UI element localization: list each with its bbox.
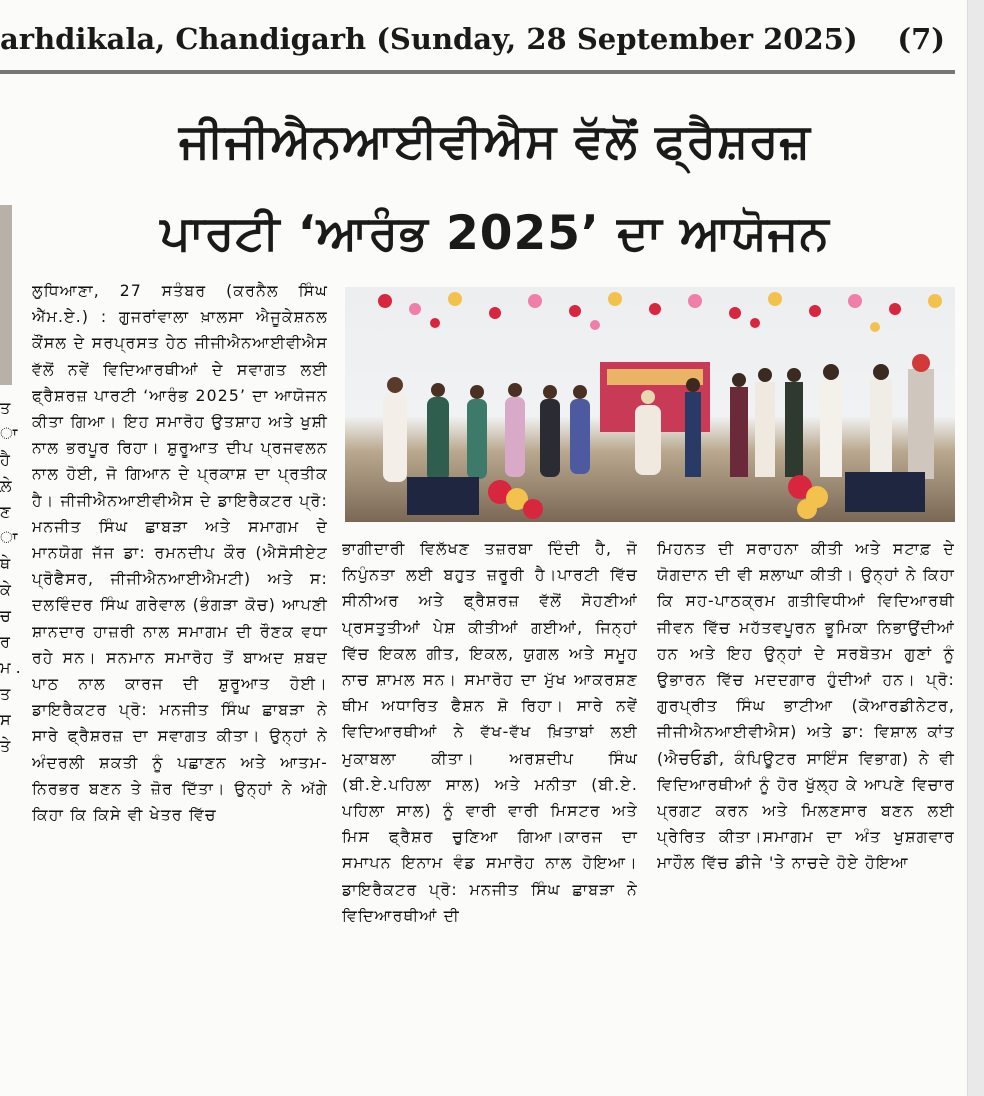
speaker-left xyxy=(407,477,479,515)
headline-line-1: ਜੀਜੀਐਨਆਈਵੀਐਸ ਵੱਲੋਂ ਫ੍ਰੈਸ਼ਰਜ਼ xyxy=(178,114,812,169)
event-photo-illustration xyxy=(345,287,955,522)
article-column-1: ਲੁਧਿਆਣਾ, 27 ਸਤੰਬਰ (ਕਰਨੈਲ ਸਿੰਘ ਐੱਮ.ਏ.) : ਗੁਜਰਾਂਵਾਲਾ ਖ਼ਾਲਸਾ ਐਜੂਕੇਸ਼ਨਲ ਕੌਂਸਲ ਦੇ ਸਰਪ੍ਰਸਤ ਹੇਠ ਜੀਜੀਐਨਆਈਵੀਐਸ ਵੱਲੋਂ ਨਵੇਂ ਵਿਦਿਆਰਥੀਆਂ ਦੇ ਸਵਾਗਤ ਲਈ ਫ੍ਰੈਸ਼ਰਜ਼ ਪਾਰਟੀ ‘ਆਰੰਭ 2025’ ਦਾ ਆਯੋਜਨ ਕੀਤਾ ਗਿਆ। ਇਹ ਸਮਾਰੋਹ ਉਤਸ਼ਾਹ ਅਤੇ ਖੁਸ਼ੀ ਨਾਲ ਭਰਪੂਰ ਰਿਹਾ। ਸ਼ੁਰੂਆਤ ਦੀਪ ਪ੍ਰਜਵਲਨ ਨਾਲ ਹੋਈ, ਜੋ ਗਿਆਨ ਦੇ ਪ੍ਰਕਾਸ਼ ਦਾ ਪ੍ਰਤੀਕ ਹੈ। ਜੀਜੀਐਨਆਈਵੀਐਸ ਦੇ ਡਾਇਰੈਕਟਰ ਪ੍ਰੋ: ਮਨਜੀਤ ਸਿੰਘ ਛਾਬੜਾ ਅਤੇ ਸਮਾਗਮ ਦੇ ਮਾਨਯੋਗ ਜੱਜ ਡਾ: ਰਮਨਦੀਪ ਕੌਰ (ਐਸੋਸੀਏਟ ਪ੍ਰੋਫੈਸਰ, ਜੀਜੀਐਨਆਈਐਮਟੀ) ਅਤੇ ਸ: ਦਲਵਿੰਦਰ ਸਿੰਘ ਗਰੇਵਾਲ (ਭੰਗੜਾ ਕੋਚ) ਆਪਣੀ ਸ਼ਾਨਦਾਰ ਹਾਜ਼ਰੀ ਨਾਲ ਸਮਾਗਮ ਦੀ ਰੌਣਕ ਵਧਾ ਰਹੇ ਸਨ। ਸਨਮਾਨ ਸਮਾਰੋਹ ਤੋਂ ਬਾਅਦ ਸ਼ਬਦ ਪਾਠ ਨਾਲ ਕਾਰਜ ਦੀ ਸ਼ੁਰੂਆਤ ਹੋਈ। ਡਾਇਰੈਕਟਰ ਪ੍ਰੋ: ਮਨਜੀਤ ਸਿੰਘ ਛਾਬੜਾ ਨੇ ਸਾਰੇ ਫ੍ਰੈਸ਼ਰਜ਼ ਦਾ ਸਵਾਗਤ ਕੀਤਾ। ਉਨ੍ਹਾਂ ਨੇ ਅੰਦਰਲੀ ਸ਼ਕਤੀ ਨੂੰ ਪਛਾਣਨ ਅਤੇ ਆਤਮ-ਨਿਰਭਰ ਬਣਨ ਤੇ ਜ਼ੋਰ ਦਿੱਤਾ। ਉਨ੍ਹਾਂ ਨੇ ਅੱਗੇ ਕਿਹਾ ਕਿ ਕਿਸੇ ਵੀ ਖੇਤਰ ਵਿੱਚ xyxy=(32,282,328,825)
header-rule xyxy=(0,70,955,74)
speaker-right xyxy=(845,472,925,512)
headline-line-2: ਪਾਰਟੀ ‘ਆਰੰਭ 2025’ ਦਾ ਆਯੋਜਨ xyxy=(160,206,830,261)
event-stage-photo xyxy=(345,287,955,522)
page-edge xyxy=(967,0,984,1096)
article-headline xyxy=(30,96,960,280)
previous-column-text-edge: ਤ ਾ ਹੈ ਲ਼ੇ ਣ ਾ ਥੇ ਕੇ ਚ ਰ ਮ . ਤ ਸ ਤੇ xyxy=(0,398,21,755)
article-column-3: ਮਿਹਨਤ ਦੀ ਸਰਾਹਨਾ ਕੀਤੀ ਅਤੇ ਸਟਾਫ਼ ਦੇ ਯੋਗਦਾਨ ਦੀ ਵੀ ਸ਼ਲਾਘਾ ਕੀਤੀ। ਉਨ੍ਹਾਂ ਨੇ ਕਿਹਾ ਕਿ ਸਹ-ਪਾਠਕ੍ਰਮ ਗਤੀਵਿਧੀਆਂ ਵਿਦਿਆਰਥੀ ਜੀਵਨ ਵਿੱਚ ਮਹੱਤਵਪੂਰਨ ਭੂਮਿਕਾ ਨਿਭਾਉਂਦੀਆਂ ਹਨ ਅਤੇ ਇਹ ਉਨ੍ਹਾਂ ਦੇ ਸਰਬੋਤਮ ਗੁਣਾਂ ਨੂੰ ਉਭਾਰਨ ਵਿੱਚ ਮਦਦਗਾਰ ਹੁੰਦੀਆਂ ਹਨ। ਪ੍ਰੋ: ਗੁਰਪ੍ਰੀਤ ਸਿੰਘ ਭਾਟੀਆ (ਕੋਆਰਡੀਨੇਟਰ, ਜੀਜੀਐਨਆਈਵੀਐਸ) ਅਤੇ ਡਾ: ਵਿਸ਼ਾਲ ਕਾਂਤ (ਐਚਓਡੀ, ਕੰਪਿਊਟਰ ਸਾਇੰਸ ਵਿਭਾਗ) ਨੇ ਵੀ ਵਿਦਿਆਰਥੀਆਂ ਨੂੰ ਹੋਰ ਖੁੱਲ੍ਹ ਕੇ ਆਪਣੇ ਵਿਚਾਰ ਪ੍ਰਗਟ ਕਰਨ ਅਤੇ ਮਿਲਣਸਾਰ ਬਣਨ ਲਈ ਪ੍ਰੇਰਿਤ ਕੀਤਾ।ਸਮਾਗਮ ਦਾ ਅੰਤ ਖੁਸ਼ਗਵਾਰ ਮਾਹੌਲ ਵਿੱਚ ਡੀਜੇ 'ਤੇ ਨਾਚਦੇ ਹੋਏ ਹੋਇਆ xyxy=(657,540,955,873)
dateline: arhdikala, Chandigarh (Sunday, 28 September 2025) xyxy=(0,22,858,56)
floor-balloons xyxy=(488,475,828,519)
article-column-2: ਭਾਗੀਦਾਰੀ ਵਿਲੱਖਣ ਤਜ਼ਰਬਾ ਦਿੰਦੀ ਹੈ, ਜੋ ਨਿਪੁੰਨਤਾ ਲਈ ਬਹੁਤ ਜ਼ਰੂਰੀ ਹੈ।ਪਾਰਟੀ ਵਿੱਚ ਸੀਨੀਅਰ ਅਤੇ ਫ੍ਰੈਸ਼ਰਜ਼ ਵੱਲੋਂ ਸੋਹਣੀਆਂ ਪ੍ਰਸਤੁਤੀਆਂ ਪੇਸ਼ ਕੀਤੀਆਂ ਗਈਆਂ, ਜਿਨ੍ਹਾਂ ਵਿੱਚ ਇਕਲ ਗੀਤ, ਇਕਲ, ਯੁਗਲ ਅਤੇ ਸਮੂਹ ਨਾਚ ਸ਼ਾਮਲ ਸਨ। ਸਮਾਰੋਹ ਦਾ ਮੁੱਖ ਆਕਰਸ਼ਣ ਥੀਮ ਅਧਾਰਿਤ ਫੈਸ਼ਨ ਸ਼ੋ ਰਿਹਾ। ਸਾਰੇ ਨਵੇਂ ਵਿਦਿਆਰਥੀਆਂ ਨੇ ਵੱਖ-ਵੱਖ ਖ਼ਿਤਾਬਾਂ ਲਈ ਮੁਕਾਬਲਾ ਕੀਤਾ। ਅਰਸ਼ਦੀਪ ਸਿੰਘ (ਬੀ.ਏ.ਪਹਿਲਾ ਸਾਲ) ਅਤੇ ਮਨੀਤਾ (ਬੀ.ਏ. ਪਹਿਲਾ ਸਾਲ) ਨੂੰ ਵਾਰੀ ਵਾਰੀ ਮਿਸਟਰ ਅਤੇ ਮਿਸ ਫ੍ਰੈਸ਼ਰ ਚੁਣਿਆ ਗਿਆ।ਕਾਰਜ ਦਾ ਸਮਾਪਨ ਇਨਾਮ ਵੰਡ ਸਮਾਰੋਹ ਨਾਲ ਹੋਇਆ। ਡਾਇਰੈਕਟਰ ਪ੍ਰੋ: ਮਨਜੀਤ ਸਿੰਘ ਛਾਬੜਾ ਨੇ ਵਿਦਿਆਰਥੀਆਂ ਦੀ xyxy=(342,540,638,925)
previous-column-photo-edge xyxy=(0,205,12,385)
page-header xyxy=(0,18,955,66)
page-number: (7) xyxy=(897,22,945,56)
ceiling-balloons xyxy=(378,292,942,332)
